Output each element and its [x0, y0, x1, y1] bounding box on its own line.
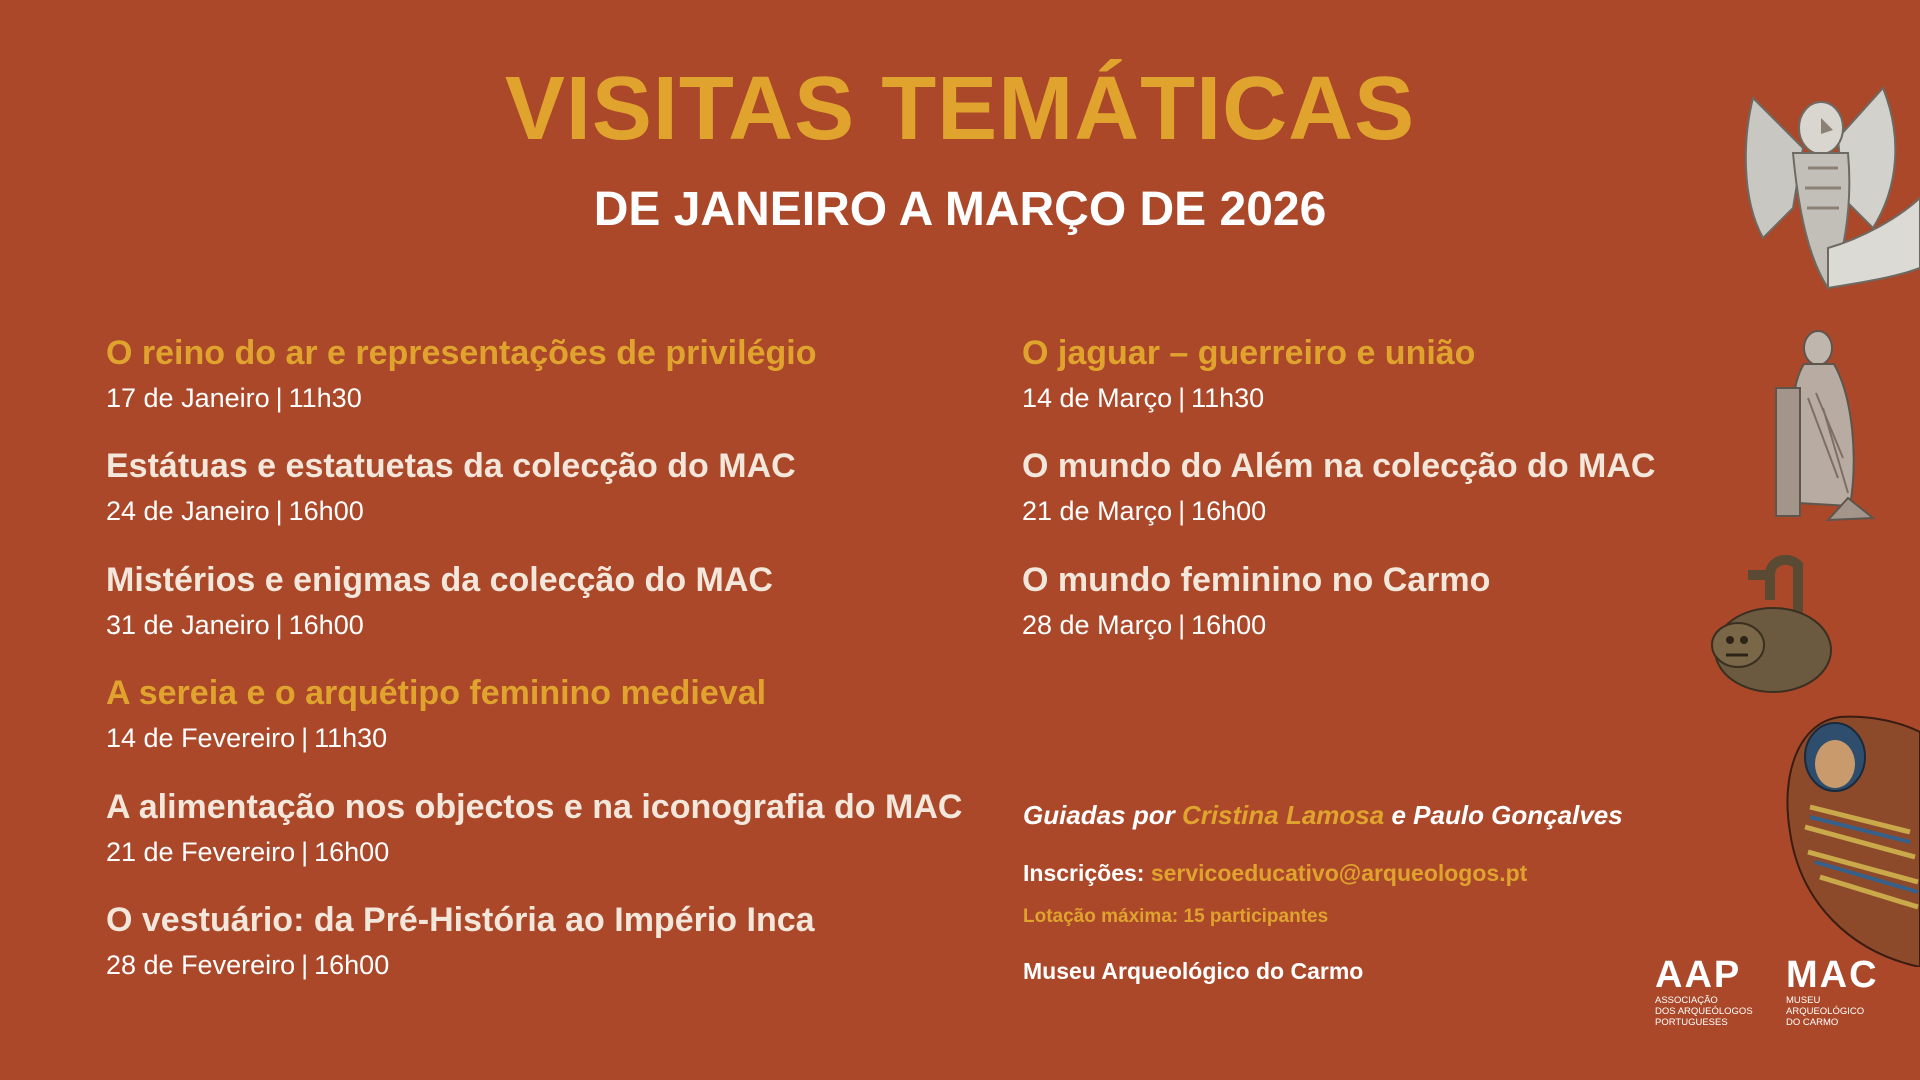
event-title: A alimentação nos objectos e na iconografia do MAC [106, 787, 963, 826]
mac-logo-line: DO CARMO [1786, 1017, 1839, 1028]
statuette-image [1768, 328, 1880, 523]
guided-prefix: Guiadas por [1023, 800, 1175, 830]
event-time: 16h00 [1191, 496, 1267, 527]
event-item: O mundo feminino no Carmo 28 de Março | 16h00 [1022, 559, 1722, 672]
event-date: 14 de Fevereiro [106, 723, 296, 754]
mac-logo-line: ARQUEOLÓGICO [1786, 1006, 1865, 1017]
event-date: 28 de Fevereiro [106, 949, 296, 980]
event-date: 31 de Janeiro [106, 609, 270, 640]
signup-line [1023, 860, 1527, 887]
event-item: A sereia e o arquétipo feminino medieval 14 de Fevereiro | 11h30 [106, 672, 1006, 785]
event-time: 11h30 [314, 723, 388, 754]
event-title: O mundo feminino no Carmo [1022, 560, 1491, 599]
event-title: A sereia e o arquétipo feminino medieval [106, 674, 767, 713]
aap-logo-mark: AAP [1655, 954, 1742, 996]
event-time: 16h00 [314, 836, 390, 867]
event-item: O vestuário: da Pré-História ao Império Inca 28 de Fevereiro | 16h00 [106, 899, 1006, 1012]
mac-logo [1786, 955, 1879, 1028]
guide-name-1: Cristina Lamosa [1181, 800, 1385, 830]
event-date: 21 de Março [1022, 496, 1173, 527]
events-right-column [1022, 332, 1722, 672]
event-time: 16h00 [288, 609, 364, 640]
event-item: O mundo do Além na colecção do MAC 21 de Março | 16h00 [1022, 445, 1722, 558]
page-title: VISITAS TEMÁTICAS [504, 59, 1416, 159]
event-title: O reino do ar e representações de privilégio [106, 334, 817, 372]
event-item: A alimentação nos objectos e na iconografia do MAC 21 de Fevereiro | 16h00 [106, 786, 1006, 899]
mac-logo-line: MUSEU [1786, 995, 1821, 1006]
event-time: 16h00 [314, 949, 390, 980]
event-time: 16h00 [288, 496, 364, 527]
signup-email-link[interactable]: servicoeducativo@arqueologos.pt [1150, 860, 1528, 886]
events-left-column [106, 332, 1006, 1012]
event-title: O mundo do Além na colecção do MAC [1022, 447, 1656, 486]
page-subtitle: DE JANEIRO A MARÇO DE 2026 [593, 183, 1327, 236]
event-time: 11h30 [288, 383, 362, 413]
event-date: 17 de Janeiro [106, 383, 270, 413]
guide-name-2: Paulo Gonçalves [1413, 800, 1623, 830]
jaguar-vessel-image [1708, 555, 1838, 700]
sarcophagus-image [1780, 712, 1920, 967]
event-date: 24 de Janeiro [106, 496, 270, 527]
aap-logo [1655, 955, 1753, 1028]
event-title: Estátuas e estatuetas da colecção do MAC [106, 447, 796, 486]
guides-line [1023, 800, 1623, 831]
aap-logo-line: ASSOCIAÇÃO [1655, 995, 1718, 1006]
event-title: Mistérios e enigmas da colecção do MAC [106, 560, 773, 599]
event-date: 21 de Fevereiro [106, 836, 296, 867]
event-item: Mistérios e enigmas da colecção do MAC 31 de Janeiro | 16h00 [106, 559, 1006, 672]
event-item: O reino do ar e representações de privilégio 17 de Janeiro | 11h30 [106, 332, 1006, 445]
event-title: O vestuário: da Pré-História ao Império Inca [106, 900, 815, 939]
capacity-note: Lotação máxima: 15 participantes [1023, 906, 1329, 927]
guided-conjunction: e [1391, 800, 1406, 830]
event-date: 28 de Março [1022, 609, 1173, 640]
venue-name: Museu Arqueológico do Carmo [1023, 958, 1364, 984]
event-item: O jaguar – guerreiro e união 14 de Março | 11h30 [1022, 332, 1722, 445]
aap-logo-line: PORTUGUESES [1655, 1017, 1728, 1028]
aap-logo-line: DOS ARQUEÓLOGOS [1655, 1006, 1753, 1017]
event-time: 11h30 [1191, 383, 1265, 413]
event-item: Estátuas e estatuetas da colecção do MAC 24 de Janeiro | 16h00 [106, 445, 1006, 558]
event-date: 14 de Março [1022, 383, 1173, 413]
event-time: 16h00 [1191, 609, 1267, 640]
signup-label: Inscrições: [1023, 860, 1145, 886]
event-title: O jaguar – guerreiro e união [1022, 334, 1476, 372]
eagle-sculpture-image [1733, 58, 1920, 308]
mac-logo-mark: MAC [1786, 954, 1879, 996]
